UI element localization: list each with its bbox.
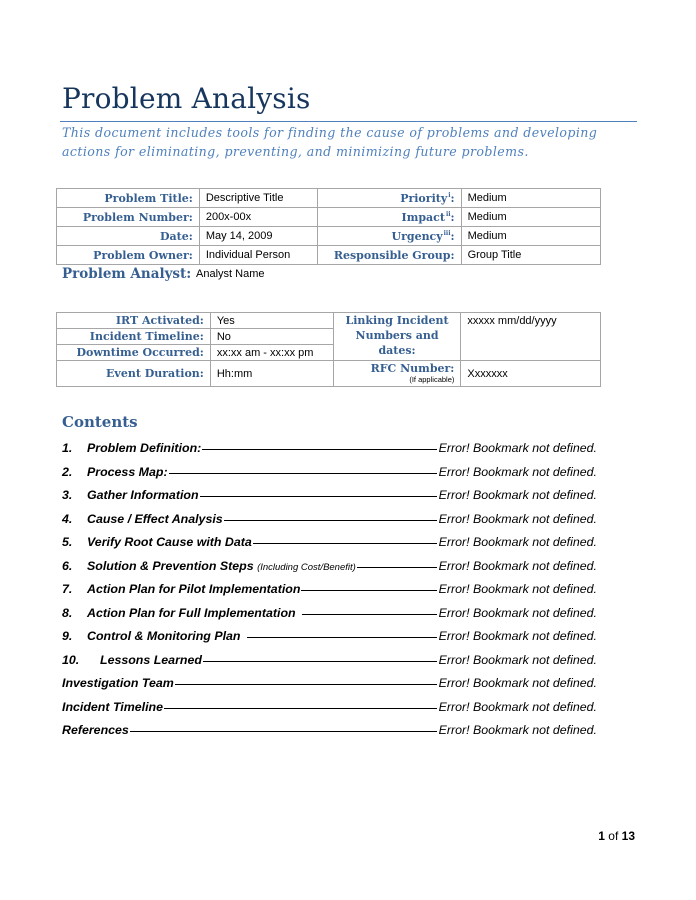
toc-entry-number: 9. (62, 629, 73, 643)
toc-entry-title: Gather Information (87, 488, 199, 502)
toc-leader (357, 567, 437, 568)
downtime-occurred-label: Downtime Occurred: (57, 345, 211, 361)
toc-entry[interactable] (62, 723, 597, 747)
toc-leader (224, 520, 437, 521)
toc-leader (253, 543, 437, 544)
irt-activated-value[interactable]: Yes (210, 313, 333, 329)
toc-entry[interactable] (62, 629, 597, 653)
problem-analyst-label: Problem Analyst: (62, 266, 192, 282)
table-of-contents (62, 441, 597, 747)
toc-entry[interactable] (62, 700, 597, 724)
toc-entry-ref: Error! Bookmark not defined. (438, 464, 597, 479)
toc-entry-title: Problem Definition: (87, 441, 202, 455)
impact-value[interactable]: Medium (461, 208, 600, 227)
problem-analyst-value[interactable]: Analyst Name (196, 268, 265, 280)
toc-entry-number: 3. (62, 488, 73, 502)
toc-entry-ref: Error! Bookmark not defined. (438, 605, 597, 620)
toc-leader (247, 637, 437, 638)
toc-entry[interactable] (62, 559, 597, 583)
responsible-group-value[interactable]: Group Title (461, 246, 600, 265)
urgency-endnote[interactable]: iii (443, 229, 451, 237)
toc-leader (200, 496, 437, 497)
downtime-occurred-value[interactable]: xx:xx am - xx:xx pm (210, 345, 333, 361)
toc-leader (202, 449, 436, 450)
toc-entry-title: Control & Monitoring Plan (87, 629, 241, 643)
event-duration-value[interactable]: Hh:mm (210, 361, 333, 387)
urgency-value[interactable]: Medium (461, 227, 600, 246)
toc-entry[interactable] (62, 512, 597, 536)
priority-endnote[interactable]: i (448, 191, 451, 199)
urgency-label: Urgency$^{iii}$: (317, 227, 461, 246)
toc-entry[interactable] (62, 582, 597, 606)
toc-entry-ref: Error! Bookmark not defined. (438, 535, 597, 549)
contents-heading: Contents (62, 413, 138, 431)
priority-value[interactable]: Medium (461, 189, 600, 208)
toc-entry-title: Action Plan for Pilot Implementation (87, 582, 301, 596)
toc-leader (175, 684, 437, 685)
toc-entry[interactable] (62, 653, 597, 677)
toc-entry-title: Cause / Effect Analysis (87, 511, 223, 526)
event-duration-label: Event Duration: (57, 361, 211, 387)
toc-entry-ref: Error! Bookmark not defined. (438, 676, 597, 690)
rfc-number-label: RFC Number: (If applicable) (333, 361, 461, 387)
impact-endnote[interactable]: ii (445, 210, 451, 218)
toc-leader (302, 614, 437, 615)
toc-entry-ref: Error! Bookmark not defined. (438, 652, 597, 667)
page-number: 1 of 13 (598, 829, 635, 843)
toc-entry-number: 8. (62, 605, 73, 620)
toc-entry-title: Solution & Prevention Steps (Including Cost/Benefit) (87, 558, 356, 573)
page-subtitle: This document includes tools for finding the cause of problems and developing actions for eliminating, preventing, and minimizing future problems. (62, 125, 598, 159)
toc-entry-ref: Error! Bookmark not defined. (438, 558, 597, 573)
page-title: Problem Analysis (62, 82, 311, 115)
irt-activated-label: IRT Activated: (57, 313, 211, 329)
toc-entry[interactable] (62, 488, 597, 512)
toc-entry-title: Process Map: (87, 464, 168, 479)
toc-leader (130, 731, 437, 732)
incident-timeline-label: Incident Timeline: (57, 329, 211, 345)
date-value[interactable]: May 14, 2009 (199, 227, 317, 246)
toc-entry-number: 1. (62, 441, 73, 455)
toc-entry-number: 2. (62, 464, 73, 479)
rfc-applicable-note: (If applicable) (409, 375, 455, 384)
date-label: Date: (57, 227, 200, 246)
toc-entry-title: References (62, 723, 129, 737)
problem-title-value[interactable]: Descriptive Title (199, 189, 317, 208)
problem-owner-value[interactable]: Individual Person (199, 246, 317, 265)
toc-entry-ref: Error! Bookmark not defined. (438, 488, 597, 502)
toc-entry-number: 10. (62, 652, 80, 667)
problem-title-label: Problem Title: (57, 189, 200, 208)
problem-owner-label: Problem Owner: (57, 246, 200, 265)
rfc-number-value[interactable]: Xxxxxxx (461, 361, 601, 387)
toc-entry-title: Verify Root Cause with Data (87, 535, 252, 549)
toc-entry-number: 7. (62, 582, 73, 596)
title-divider (60, 121, 637, 122)
problem-number-label: Problem Number: (57, 208, 200, 227)
toc-entry[interactable] (62, 676, 597, 700)
toc-entry-ref: Error! Bookmark not defined. (438, 699, 597, 714)
toc-entry-title: Investigation Team (62, 676, 174, 690)
toc-entry-note: (Including Cost/Benefit) (257, 561, 356, 573)
toc-leader (169, 473, 437, 474)
incident-timeline-value[interactable]: No (210, 329, 333, 345)
toc-entry-ref: Error! Bookmark not defined. (438, 441, 597, 455)
toc-entry[interactable] (62, 441, 597, 465)
toc-leader (164, 708, 437, 709)
impact-label: Impact$^{ii}$: (317, 208, 461, 227)
toc-entry-ref: Error! Bookmark not defined. (438, 511, 597, 526)
priority-label: Priority$^i$: (317, 189, 461, 208)
toc-entry-number: 5. (62, 535, 73, 549)
toc-entry[interactable] (62, 465, 597, 489)
toc-entry-ref: Error! Bookmark not defined. (438, 629, 597, 643)
toc-entry-title: Action Plan for Full Implementation (87, 605, 296, 620)
toc-entry-ref: Error! Bookmark not defined. (438, 723, 597, 737)
toc-entry-title: Incident Timeline (62, 699, 163, 714)
toc-entry-title: Lessons Learned (100, 652, 202, 667)
linking-incident-value[interactable]: xxxxx mm/dd/yyyy (461, 313, 601, 361)
toc-entry-ref: Error! Bookmark not defined. (438, 582, 597, 596)
linking-incident-label: Linking Incident Numbers and dates: (333, 313, 461, 361)
toc-leader (203, 661, 437, 662)
toc-leader (301, 590, 436, 591)
toc-entry-number: 6. (62, 558, 73, 573)
incident-details-table (56, 312, 601, 387)
toc-entry[interactable] (62, 535, 597, 559)
problem-number-value[interactable]: 200x-00x (199, 208, 317, 227)
toc-entry[interactable] (62, 606, 597, 630)
responsible-group-label: Responsible Group: (317, 246, 461, 265)
problem-summary-table (56, 188, 601, 265)
toc-entry-number: 4. (62, 511, 73, 526)
